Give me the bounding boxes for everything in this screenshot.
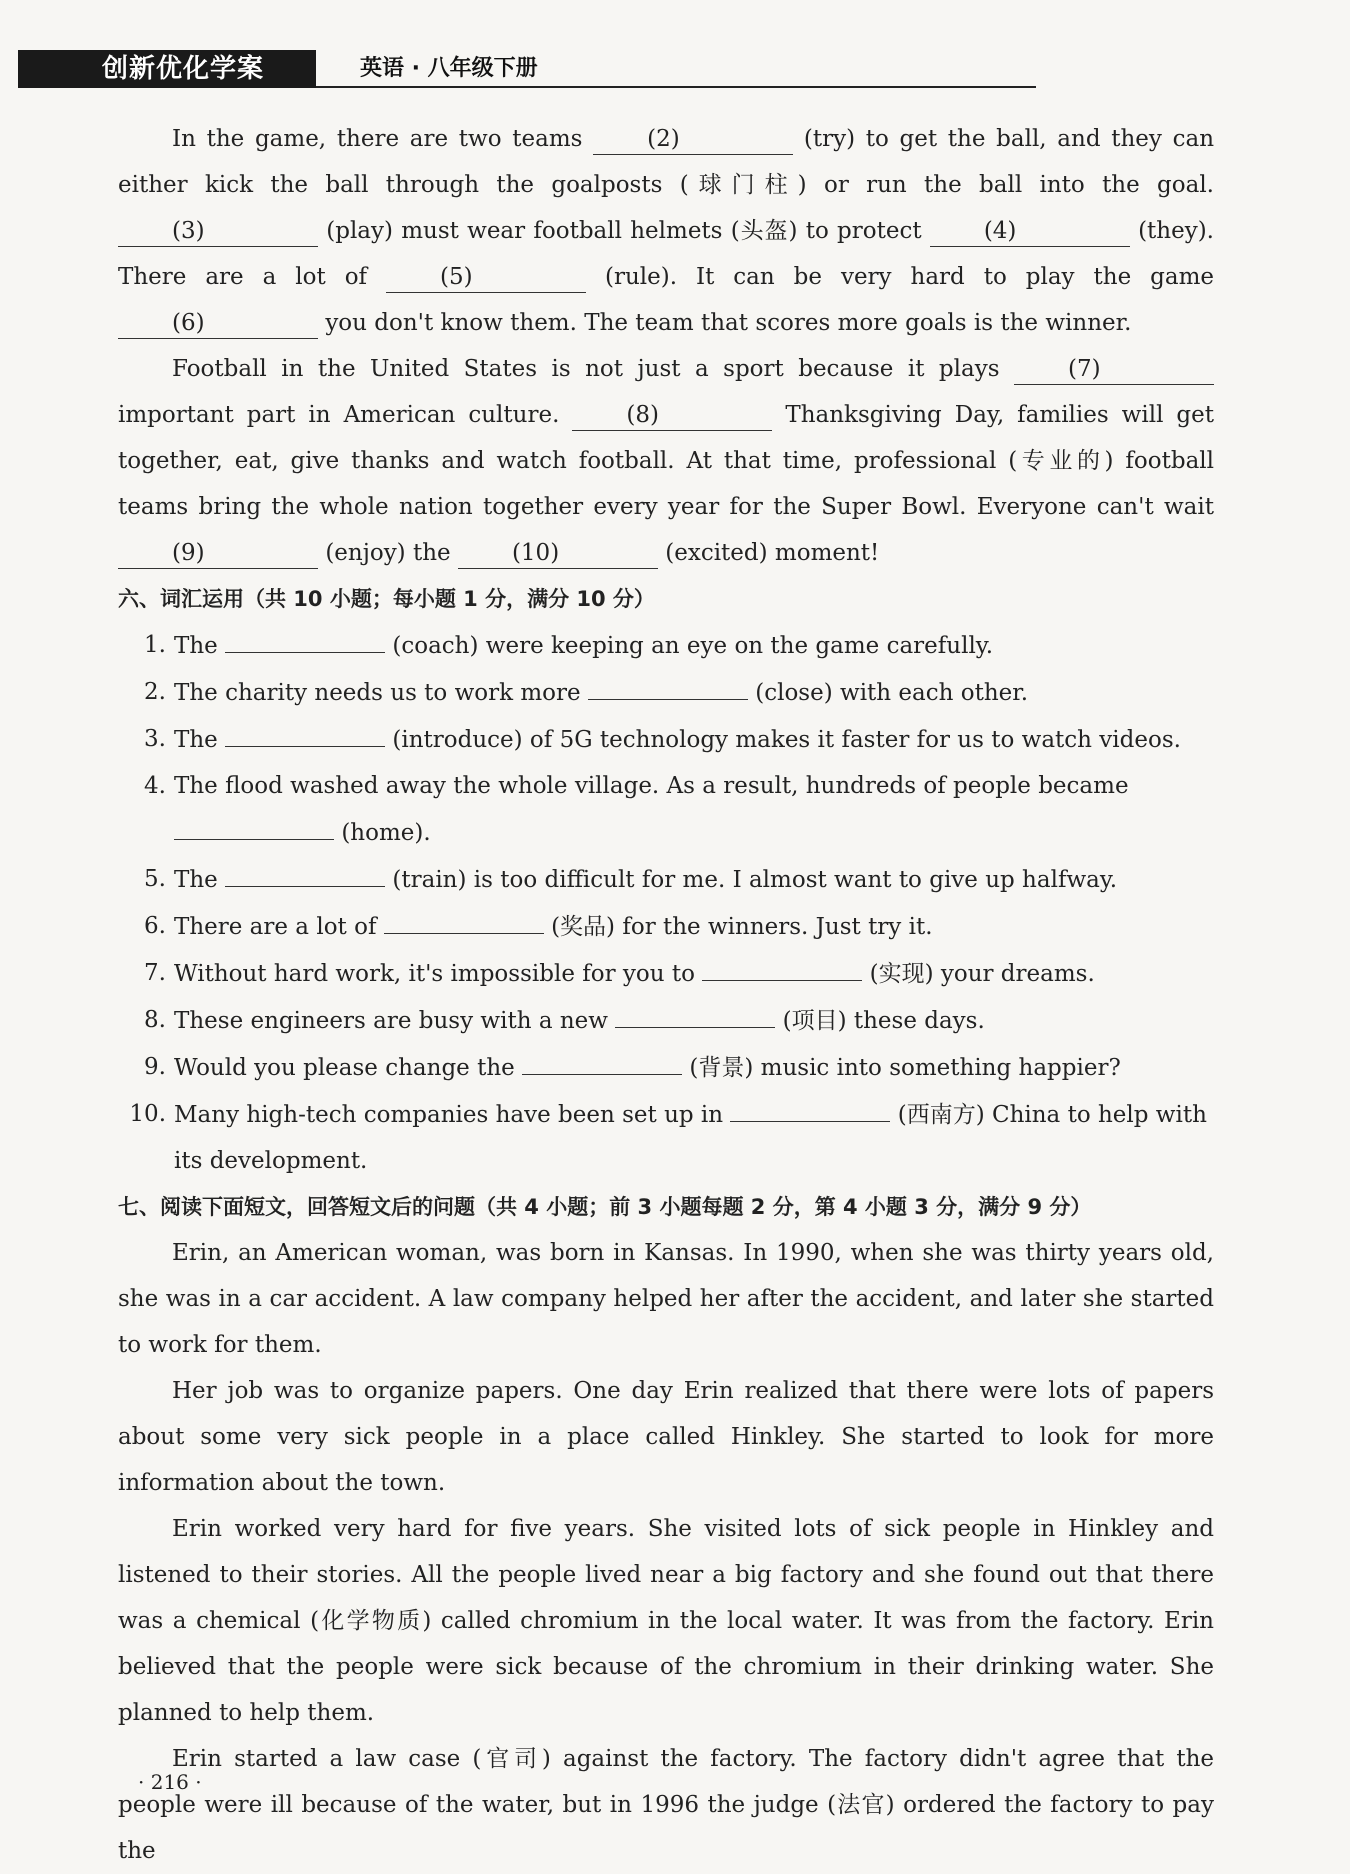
blank-7[interactable] xyxy=(1014,354,1214,385)
text: Many high-tech companies have been set up in xyxy=(174,1102,731,1128)
section-7-title: 七、阅读下面短文，回答短文后的问题（共 4 小题；前 3 小题每题 2 分，第 4 小题 3 分，满分 9 分） xyxy=(118,1195,1092,1219)
text: you don't know them. The team that scores more goals is the winner. xyxy=(325,310,1132,336)
item-number: 1. xyxy=(144,632,166,658)
item-number: 8. xyxy=(144,1007,166,1033)
blank-number: (3) xyxy=(172,218,205,244)
text: The xyxy=(174,727,226,753)
header-rule xyxy=(316,86,1036,88)
text: (train) is too difficult for me. I almost want to give up halfway. xyxy=(392,867,1118,893)
blank-4[interactable] xyxy=(930,216,1130,247)
answer-blank[interactable] xyxy=(225,716,385,747)
text: (close) with each other. xyxy=(755,680,1029,706)
answer-blank[interactable] xyxy=(702,950,862,981)
text: (背景) music into something happier? xyxy=(689,1055,1121,1081)
answer-blank[interactable] xyxy=(522,1044,682,1075)
vocab-item-3 xyxy=(118,716,1214,763)
reading-paragraph-4: Erin started a law case (官司) against the factory. The factory didn't agree that the people were ill because of the water, but in 1996 the judge (法官) ordered the factory to pay the xyxy=(118,1746,1214,1864)
text: The charity needs us to work more xyxy=(174,680,588,706)
item-number: 6. xyxy=(144,913,166,939)
section-6-title: 六、词汇运用（共 10 小题；每小题 1 分，满分 10 分） xyxy=(118,587,655,611)
blank-6[interactable] xyxy=(118,308,318,339)
item-number: 7. xyxy=(144,960,166,986)
text: (coach) were keeping an eye on the game carefully. xyxy=(392,633,994,659)
blank-number: (8) xyxy=(626,402,659,428)
item-number: 4. xyxy=(144,773,166,799)
text: These engineers are busy with a new xyxy=(174,1008,616,1034)
answer-blank[interactable] xyxy=(225,622,385,653)
text: In the game, there are two teams xyxy=(172,126,594,152)
blank-8[interactable] xyxy=(572,400,772,431)
blank-5[interactable] xyxy=(386,262,586,293)
text: (try) to get the ball, and they can either kick the ball through the goalposts (球门柱) or run the ball into the goal. xyxy=(118,126,1215,198)
text: (home). xyxy=(341,820,431,846)
page-number: · 216 · xyxy=(138,1770,202,1794)
text: (introduce) of 5G technology makes it faster for us to watch videos. xyxy=(392,727,1181,753)
vocab-item-6 xyxy=(118,903,1214,950)
vocab-item-8 xyxy=(118,997,1214,1044)
vocab-item-2 xyxy=(118,669,1214,716)
text: Football in the United States is not just a sport because it plays xyxy=(172,356,1014,382)
vocab-item-10 xyxy=(118,1091,1214,1184)
blank-number: (7) xyxy=(1068,356,1101,382)
text: (实现) your dreams. xyxy=(869,961,1095,987)
vocab-item-7 xyxy=(118,950,1214,997)
blank-number: (5) xyxy=(440,264,473,290)
blank-number: (9) xyxy=(172,540,205,566)
answer-blank[interactable] xyxy=(588,669,748,700)
blank-9[interactable] xyxy=(118,538,318,569)
blank-2[interactable] xyxy=(593,124,793,155)
reading-paragraph-2: Her job was to organize papers. One day Erin realized that there were lots of papers about some very sick people in a place called Hinkley. She started to look for more information about the town. xyxy=(118,1378,1214,1496)
blank-number: (6) xyxy=(172,310,205,336)
text: The xyxy=(174,633,226,659)
text: The xyxy=(174,867,226,893)
passage-paragraph-1 xyxy=(118,116,1214,346)
answer-blank[interactable] xyxy=(730,1091,890,1122)
item-number: 10. xyxy=(129,1101,166,1127)
vocab-item-4 xyxy=(118,763,1214,856)
blank-3[interactable] xyxy=(118,216,318,247)
page-header xyxy=(18,44,1328,94)
item-number: 2. xyxy=(144,679,166,705)
text: (excited) moment! xyxy=(665,540,880,566)
blank-number: (4) xyxy=(983,218,1017,244)
answer-blank[interactable] xyxy=(615,997,775,1028)
passage-paragraph-2 xyxy=(118,346,1214,576)
text: (enjoy) the xyxy=(325,540,458,566)
blank-10[interactable] xyxy=(458,538,658,569)
text: (they). There are a lot of xyxy=(118,218,1214,290)
answer-blank[interactable] xyxy=(384,903,544,934)
brand-logo-bar xyxy=(18,50,316,88)
reading-paragraph-3: Erin worked very hard for five years. She visited lots of sick people in Hinkley and listened to their stories. All the people lived near a big factory and she found out that there was a chemical (化学物质) called chromium in the local water. It was from the factory. Erin believed that the people were sick because of the chromium in their drinking water. She planned to help them. xyxy=(118,1516,1214,1726)
text: (play) must wear football helmets (头盔) to protect xyxy=(326,218,930,244)
item-number: 3. xyxy=(144,726,166,752)
book-subject: 英语 · 八年级下册 xyxy=(360,56,538,81)
blank-number: (2) xyxy=(647,126,680,152)
brand-logo: 创新优化学案 xyxy=(102,54,265,84)
answer-blank[interactable] xyxy=(225,856,385,887)
item-number: 9. xyxy=(144,1054,166,1080)
answer-blank[interactable] xyxy=(174,809,334,840)
text: (rule). It can be very hard to play the game xyxy=(605,264,1215,290)
item-number: 5. xyxy=(144,866,166,892)
text: (西南方) China to help with its development. xyxy=(174,1102,1207,1174)
reading-paragraph-1: Erin, an American woman, was born in Kansas. In 1990, when she was thirty years old, she was in a car accident. A law company helped her after the accident, and later she started to work for them. xyxy=(118,1240,1214,1358)
text: The flood washed away the whole village. As a result, hundreds of people became xyxy=(174,773,1129,799)
vocab-item-5 xyxy=(118,856,1214,903)
text: Would you please change the xyxy=(174,1055,523,1081)
text: important part in American culture. xyxy=(118,402,573,428)
page-content xyxy=(118,116,1214,1874)
text: (奖品) for the winners. Just try it. xyxy=(551,914,933,940)
text: (项目) these days. xyxy=(782,1008,985,1034)
text: Thanksgiving Day, families will get together, eat, give thanks and watch football. At that time, professional (专业的) football teams bring the whole nation together every year for the Super Bowl. Everyone can't wait xyxy=(118,402,1214,520)
vocab-item-9 xyxy=(118,1044,1214,1091)
blank-number: (10) xyxy=(511,540,560,566)
vocab-item-1 xyxy=(118,622,1214,669)
text: Without hard work, it's impossible for you to xyxy=(174,961,703,987)
text: There are a lot of xyxy=(174,914,384,940)
